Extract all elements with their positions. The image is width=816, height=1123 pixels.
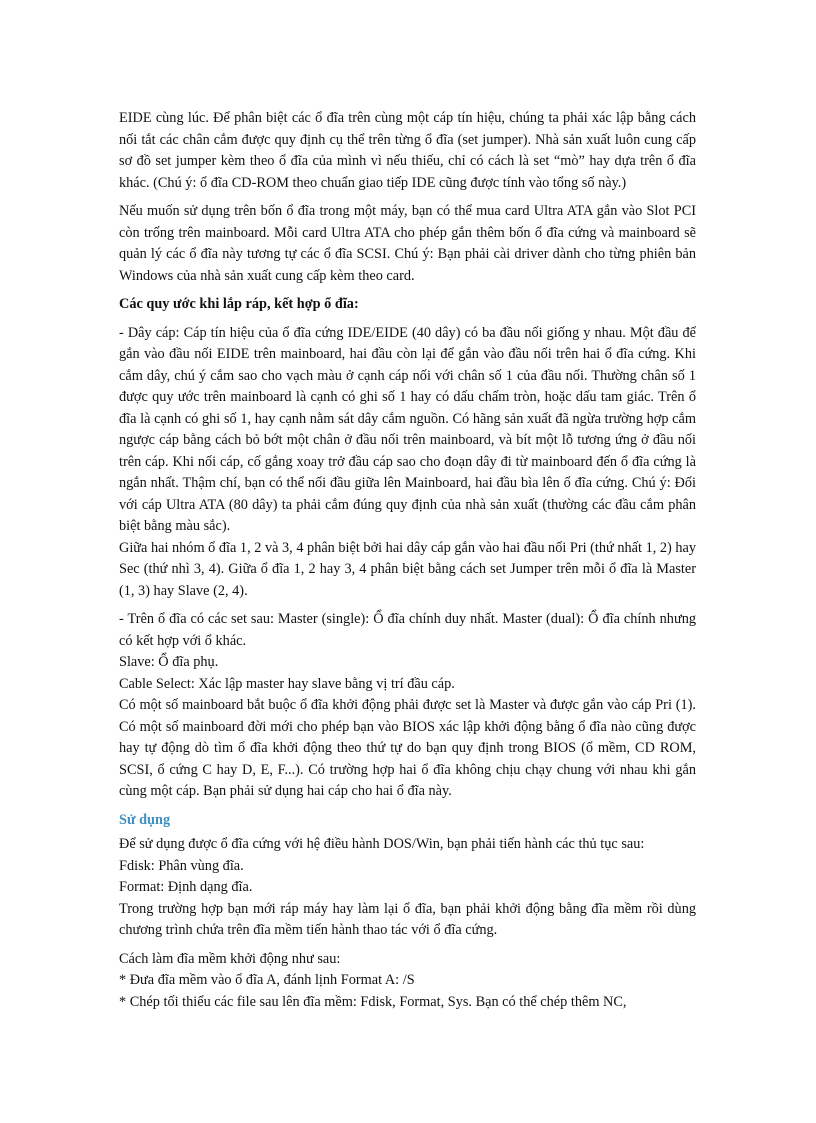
paragraph-slave: Slave: Ổ đĩa phụ. xyxy=(119,654,219,670)
heading-usage: Sử dụng xyxy=(119,811,171,828)
paragraph-format: Format: Định dạng đĩa. xyxy=(119,879,253,895)
paragraph-ultra-ata: Nếu muốn sử dụng trên bốn ổ đĩa trong một máy, bạn có thể mua card Ultra ATA gắn vào Slot PCI còn trống trên mainboard. Mỗi card Ultra ATA cho phép gắn thêm bốn ổ đĩa cứng và mainboard sẽ quản lý các ổ đĩa này tương tự các ổ đĩa SCSI. Chú ý: Bạn phải cài driver dành cho từng phiên bản Windows của nhà sản xuất cung cấp kèm theo card. xyxy=(119,203,696,284)
paragraph-usage-intro: Để sử dụng được ổ đĩa cứng với hệ điều hành DOS/Win, bạn phải tiến hành các thủ tục sau: xyxy=(119,836,645,852)
paragraph-fdisk: Fdisk: Phân vùng đĩa. xyxy=(119,857,244,874)
paragraph-cable-select: Cable Select: Xác lập master hay slave bằng vị trí đầu cáp. xyxy=(119,675,455,692)
paragraph-drive-groups: Giữa hai nhóm ổ đĩa 1, 2 và 3, 4 phân biệt bởi hai dây cáp gắn vào hai đầu nối Pri (thứ nhất 1, 2) hay Sec (thứ nhì 3, 4). Giữa ổ đĩa 1, 2 hay 3, 4 phân biệt bằng cách set Jumper trên mỗi ổ đĩa là Master (1, 3) hay Slave (2, 4). xyxy=(119,539,696,599)
paragraph-master-settings: - Trên ổ đĩa có các set sau: Master (single): Ổ đĩa chính duy nhất. Master (dual): Ổ đĩa chính nhưng có kết hợp với ổ khác. xyxy=(119,611,696,649)
paragraph-jumper: EIDE cùng lúc. Để phân biệt các ổ đĩa trên cùng một cáp tín hiệu, chúng ta phải xác lập bằng cách nối tắt các chân cắm được quy định cụ thể trên từng ổ đĩa (set jumper). Nhà sản xuất luôn cung cấp sơ đồ set jumper kèm theo ổ đĩa của mình vì nếu thiếu, chỉ có cách là set “mò” hay dựa trên ổ đĩa khác. (Chú ý: ổ đĩa CD-ROM theo chuẩn giao tiếp IDE cũng được tính vào tổng số này.) xyxy=(119,110,696,191)
list-item-format-command: * Đưa đĩa mềm vào ổ đĩa A, đánh lịnh Format A: /S xyxy=(119,972,415,988)
list-item-copy-files: * Chép tối thiểu các file sau lên đĩa mềm: Fdisk, Format, Sys. Bạn có thể chép thêm NC, xyxy=(119,993,627,1010)
paragraph-boot-floppy: Trong trường hợp bạn mới ráp máy hay làm lại ổ đĩa, bạn phải khởi động bằng đĩa mềm rồi dùng chương trình chứa trên đĩa mềm tiến hành thao tác với ổ đĩa cứng. xyxy=(119,900,696,938)
heading-conventions: Các quy ước khi lắp ráp, kết hợp ổ đĩa: xyxy=(119,296,359,312)
paragraph-floppy-howto: Cách làm đĩa mềm khởi động như sau: xyxy=(119,950,341,967)
paragraph-boot-drive: Có một số mainboard bắt buộc ổ đĩa khởi động phải được set là Master và được gắn vào cáp Pri (1). Có một số mainboard đời mới cho phép bạn vào BIOS xác lập khởi động bằng ổ đĩa nào cũng được hay tự động dò tìm ổ đĩa khởi động theo thứ tự do bạn quy định trong BIOS (ổ mềm, CD ROM, SCSI, ổ cứng C hay D, E, F...). Có trường hợp hai ổ đĩa không chịu chạy chung với nhau khi gắn cùng một cáp. Bạn phải sử dụng hai cáp cho hai ổ đĩa này. xyxy=(119,697,696,799)
paragraph-cable: - Dây cáp: Cáp tín hiệu của ổ đĩa cứng IDE/EIDE (40 dây) có ba đầu nối giống y nhau. Một đầu để gắn vào đầu nối EIDE trên mainboard, hai đầu còn lại để gắn vào đầu nối trên hai ổ đĩa cứng. Khi cắm dây, chú ý cắm sao cho vạch màu ở cạnh cáp nối với chân số 1 của đầu nối. Thường chân số 1 được quy ước trên mainboard là cạnh có ghi số 1 hay có dấu chấm tròn, hoặc dấu tam giác. Trên ổ đĩa là cạnh có ghi số 1, hay cạnh nằm sát dây cắm nguồn. Có hãng sản xuất đã ngừa trường hợp cắm ngược cáp bằng cách bỏ bớt một chân ở đầu nối trên mainboard, và bít một lỗ tương ứng ở đầu nối trên cáp. Khi nối cáp, cố gắng xoay trở đầu cáp sao cho đoạn dây đi từ mainboard đến ổ đĩa cứng là ngắn nhất. Thậm chí, bạn có thể nối đầu giữa lên Mainboard, hai đầu bìa lên ổ đĩa cứng. Chú ý: Đối với cáp Ultra ATA (80 dây) ta phải cắm đúng quy định của nhà sản xuất (thường các đầu cắm phân biệt bằng màu sắc). xyxy=(119,324,696,534)
document-body xyxy=(119,108,696,1013)
